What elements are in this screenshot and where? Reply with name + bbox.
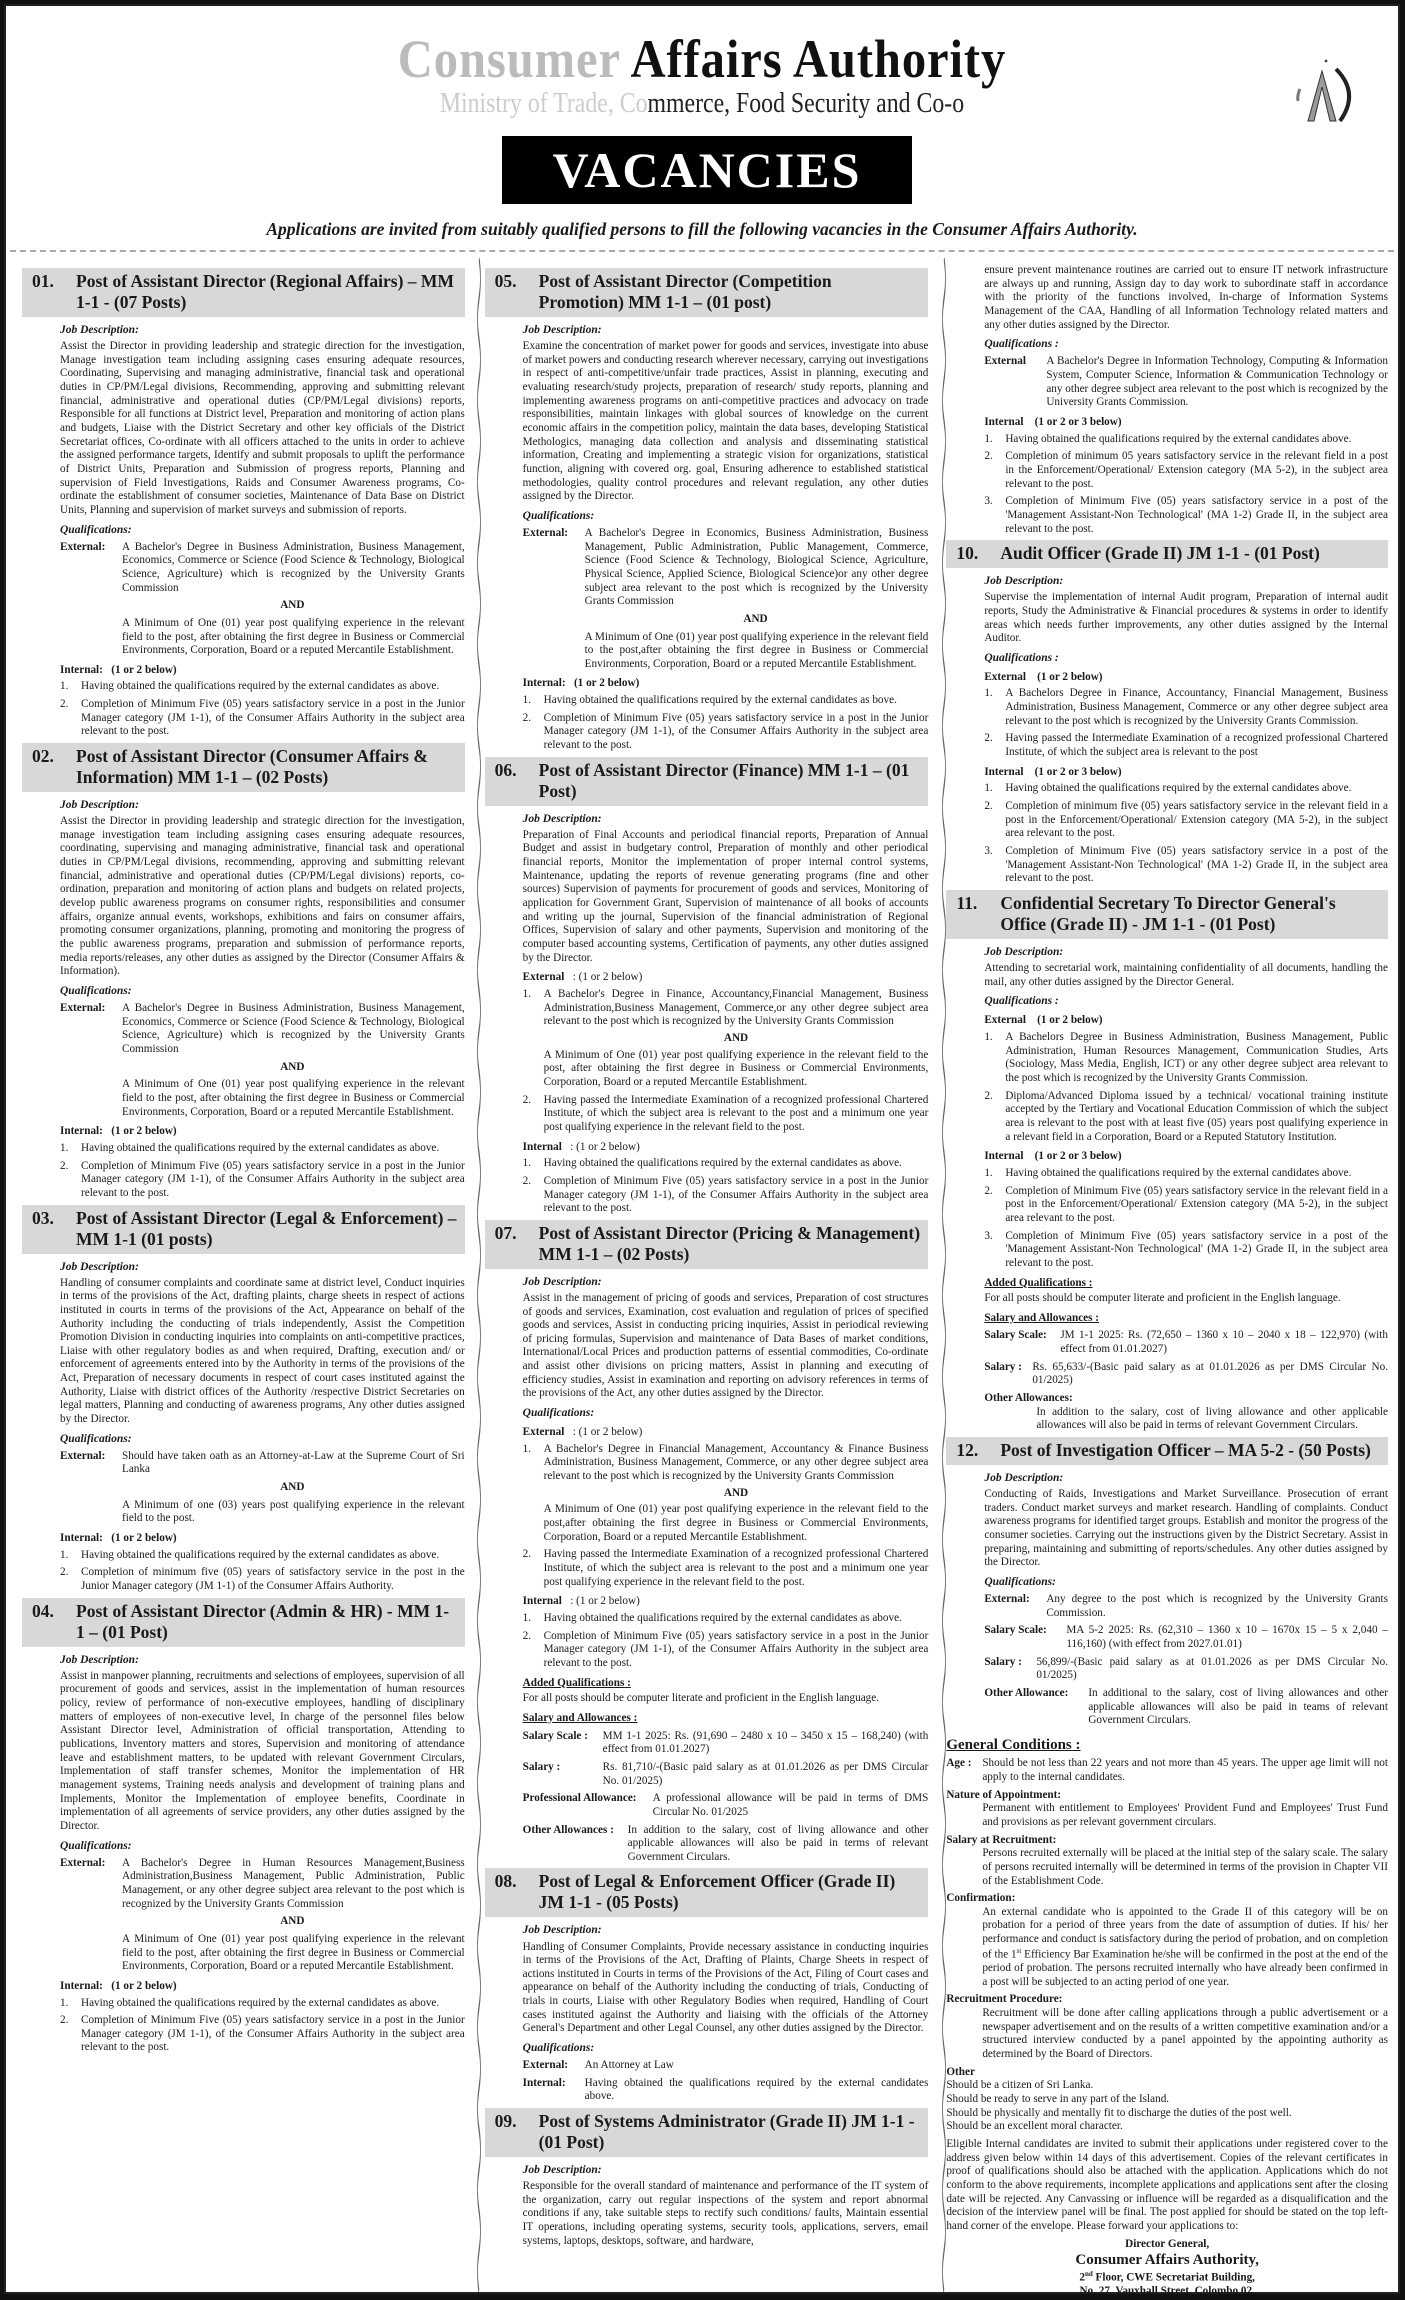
job-description-continued: ensure prevent maintenance routines are carried out to ensure IT network infrastructure are always up and running, Assign day to day work to subordinate staff in accordance with the priority of the functions involved, In-charge of Information Systems Management of the CAA, Handling of all Information Technology related matters and any other duties assigned by the Director. xyxy=(984,264,1388,331)
salary-scale-label: Salary Scale : xyxy=(522,1729,588,1742)
internal-list xyxy=(984,1167,1388,1271)
post-04 xyxy=(22,1598,465,2055)
salary-value: Rs. 65,633/-(Basic paid salary as at 01.01.2026 as per DMS Circular No. 01/2025) xyxy=(1032,1360,1388,1387)
other-allowances-value: In addition to the salary, cost of living allowance and other applicable allowances will also be paid in terms of relevant Government Circulars. xyxy=(627,1823,929,1863)
post-heading xyxy=(485,268,929,317)
post-number: 10. xyxy=(956,543,979,564)
list-item: 1. Having obtained the qualifications required by the external candidates above. xyxy=(984,782,1352,795)
other-condition: Should be a citizen of Sri Lanka. xyxy=(946,2079,1094,2092)
confirmation-label: Confirmation: xyxy=(946,1892,1016,1905)
salary-label: Salary : xyxy=(984,1360,1022,1373)
post-number: 04. xyxy=(32,1600,54,1621)
external-label: External xyxy=(984,1014,1026,1027)
post-number: 12. xyxy=(956,1440,979,1461)
post-number: 05. xyxy=(494,271,517,291)
added-qualifications: For all posts should be computer literate and proficient in the English language. xyxy=(984,1292,1341,1305)
internal-label: Internal: xyxy=(60,1979,103,1992)
post-heading xyxy=(22,1205,465,1254)
job-description: Assist in the management of pricing of goods and services, Preparation of cost structures of goods and services, Examination, cost evaluation and regulation of prices of specified goods and services, Assist in conducting pricing inquiries, Assist in periodical reviewing of pricing formulas, Supervision and maintenance of Data Bases of market conditions, International/Local Prices and production patterns of essential commodities, Co-ordinate and assist other divisions on pricing matters, Assist in planning and executing of efficiency studies, Assist in examination and reporting on advisory references in terms of the provisions of the Act, any other duties assigned by the Director. xyxy=(522,1291,929,1400)
post-number: 06. xyxy=(494,759,517,780)
job-description: Preparation of Final Accounts and periodical financial reports, Preparation of Annual Budget and assist in budgetary control, Preparation of monthly and other periodical financial reports, Monitor the implementation of proper internal control systems, Maintenance, updating the reports of revenue generating programs (fine and other sources) Supervision of payments for procurement of goods and services, Monitoring of application for Government Grant, Supervision of maintenance of all books of accounts and writing up the journal, Supervision of the financial administration of Regional Offices, Supervision of salary and other payments, Supervision and monitoring of the computer based accounting systems, Certification of payments, any other duties assigned by the Director. xyxy=(522,828,929,964)
post-title: Post of Systems Administrator (Grade II) JM 1-1 - (01 Post) xyxy=(538,2111,915,2153)
list-item: 2. Completion of Minimum Five (05) years satisfactory service in a post in the Junior Manager category (JM 1-1), of the Consumer Affairs Authority in the subject area relevant to the post. xyxy=(60,698,465,738)
other-allowances-value: In addition to the salary, cost of living allowance and other applicable allowances will also be paid in terms of relevant Government Circulars. xyxy=(1036,1405,1388,1432)
post-title: Confidential Secretary To Director General's Office (Grade II) - JM 1-1 - (01 Post) xyxy=(1000,893,1336,935)
post-title: Post of Legal & Enforcement Officer (Grade II) JM 1-1 - (05 Posts) xyxy=(538,1871,896,1913)
column-middle xyxy=(475,258,939,2292)
salary-allowances-label: Salary and Allowances xyxy=(984,1311,1093,1324)
job-description-label: Job Description: xyxy=(60,799,139,812)
post-12 xyxy=(946,1437,1388,1728)
external-list xyxy=(984,687,1388,759)
external-qualification: A Bachelor's Degree in Information Technology, Computing & Information System, Computer Science, Information & Communication Technology or any other degree subject area relevant to the post which is recognized by the University Grants Commission. xyxy=(1046,355,1388,409)
post-heading xyxy=(22,743,465,792)
external-criteria: (1 or 2 below) xyxy=(1037,670,1103,683)
internal-label: Internal: xyxy=(522,677,566,690)
list-item: 1. A Bachelors Degree in Business Administration, Business Management, Public Administration, Human Resources Management, Communication Studies, Arts (Sociology, Mass Media, English, ICT) or any other degree subject area relevant to the post which is recognized by the University Grants Commission. xyxy=(984,1031,1388,1084)
other-allowances-label: Other Allowances: xyxy=(984,1392,1073,1405)
list-item: 3. Completion of Minimum Five (05) years satisfactory service in a post of the 'Management Assistant-Non Technological' (MA 1-2) Grade II, in the subject area relevant to the post. xyxy=(984,1229,1388,1269)
confirmation-value: An external candidate who is appointed to the Grade II of this category will be on probation for a period of three years from the date of assumption of duties. If his/ her performance and conduct is satisfactory during the period of probation, and on completion of the 1st Efficiency Bar Examination he/she will be confirmed in the post at the end of the period of probation. The persons recruited internally who have already been confirmed in a post will be subjected to an acting period of one year. xyxy=(982,1905,1388,1988)
recruitment-procedure-value: Recruitment will be done after calling applications through a public advertisement or a newspaper advertisement and on the results of a written competitive examination and/or a structured interview conducted by a panel appointed by the appointing authority as determined by the Board of Directors. xyxy=(982,2007,1388,2061)
internal-criteria: (1 or 2 or 3 below) xyxy=(1034,1150,1122,1163)
external-criteria: : (1 or 2 below) xyxy=(572,1426,643,1439)
list-item: 2. Completion of Minimum Five (05) years satisfactory service in a post in the Junior Manager category (JM 1-1), of the Consumer Affairs Authority in the subject area relevant to the post. xyxy=(522,1629,929,1669)
salary-label: Salary : xyxy=(522,1760,561,1773)
list-item: 1. Having obtained the qualifications required by the external candidates as bove. xyxy=(522,694,897,707)
columns xyxy=(6,258,1398,2297)
internal-label: Internal xyxy=(984,415,1024,428)
post-title: Post of Assistant Director (Regional Affairs) – MM 1-1 - (07 Posts) xyxy=(76,271,454,312)
external-label: External xyxy=(984,670,1026,683)
recruitment-procedure-label: Recruitment Procedure: xyxy=(946,1993,1063,2006)
internal-label: Internal: xyxy=(60,1532,103,1545)
post-07: 07. Post of Assistant Director (Pricing & Management) MM 1-1 – (02 Posts) Job Description: Assist in the management of pricing of goods and services, Preparation of cost structures of goods and services, Examination, cost evaluation and regulation of prices of specified goods and services, Assist in conducting pricing inquiries, Assist in periodical reviewing of pricing formulas, Supervision and maintenance of Data Bases of market conditions, International/Local Prices and production patterns of essential commodities, Co-ordinate and assist other divisions on pricing matters, Assist in planning and executing of efficiency studies, Assist in examination and reporting on advisory references in terms of the provisions of the Act, any other duties assigned by the Director. Qualifications: External : (1 or 2 below) 1. A Bachelor's Degree in Financial Management, Accountancy & Finance Business Administration, Business Management, Commerce, or any other degree subject area relevant to the post which is recognized by the University Grants Commission AND A Minimum of One (01) year post qualifying experience in the relevant field to the post,after obtaining the first degree in Business or Commercial Environments, Corporation, Board or a reputed Mercantile Establishment. 2. Having passed the Intermediate Examination of a recognized professional Chartered Institute, of which the subject area is relevant to the post and a minimum one year post qualifying experience in the relevant field to the post. Internal : (1 or 2 below) 1. Having obtained the qualifications required by the external candidates as above. 2. Completion of Minimum Five (05) years satisfactory service in a post in the Junior Manager category (JM 1-1), of the Consumer Affairs Authority in the subject area relevant to the post. Added Qualifications : For all posts should be computer literate and proficient in the English language. Salary and Allowances : Salary Scale : MM 1-1 2025: Rs. (91,690 – 2480 x 10 – 3450 x 15 – 168,240) (with effect from 01.01.2027) Salary : Rs. 81,710/-(Basic paid salary as at 01.01.2026 as per DMS Circular No. 01/2025) Professional Allowance: A professional allowance will be paid in terms of DMS Circular No. 01/2025 Other Allowances : In addition to the salary, cost of living allowance and other applicable allowances will also be paid in terms of relevant Government Circulars. xyxy=(485,1220,929,1865)
internal-criteria: (1 or 2 below) xyxy=(111,1532,177,1545)
job-description: Responsible for the overall standard of maintenance and performance of the IT system of the organization, carry out regular inspections of the system and report abnormal conditions if any, take suitable steps to rectify such conditions/ faults, Maintain essential IT operations, including operating systems, security tools, applications, servers, email systems, laptops, desktops, software, and hardware, xyxy=(522,2180,929,2247)
and-label: AND xyxy=(723,1486,749,1499)
post-number: 01. xyxy=(32,271,54,291)
list-item: 2. Completion of minimum five (05) years of satisfactory service in the post in the Junior Manager category (JM 1-1) of the Consumer Affairs Authority. xyxy=(60,1566,465,1593)
list-item: 1. A Bachelor's Degree in Finance, Accountancy,Financial Management, Business Administration,Business Management, Commerce,or any other degree subject area relevant to the post which is recognized by the University Grants Commission AND A Minimum of One (01) year post qualifying experience in the relevant field to the post, after obtaining the first degree in Business or Commercial Environments, Corporation, Board or a reputed Mercantile Establishment. xyxy=(522,987,929,1088)
qualifications-label: Qualifications : xyxy=(984,338,1059,351)
added-qualifications: For all posts should be computer literate and proficient in the English language. xyxy=(522,1692,880,1705)
post-title: Post of Assistant Director (Pricing & Management) MM 1-1 – (02 Posts) xyxy=(538,1222,921,1264)
job-description: Assist the Director in providing leadership and strategic direction for the investigation, Manage investigation team including assigning cases ensuring adequate resources, Coordinating, Supervising and managing administrative, financial task and operational duties in CP/PM/Legal divisions, Recommending, approving and submitting relevant financial, administrative and operational duties (CP/PM/Legal divisions) reports, Responsible for all functions at District level, Preparation and monitoring of action plans and budgets, Liaise with the District Secretary and other key officials of the District Secretariat offices, Co-ordinate with all officers attached to the units in order to achieve the assigned performance targets, Identify and submit proposals to uplift the performance of District Units, Preparation and Submission of progress reports, Planning and supervision of Field Investigations, Raids and Consumer Awareness programs, Co-ordinate the establishment of consumer societies, Maintenance of Data Base on District Units, Planning and supervision of market surveys and submission of reports. xyxy=(60,340,465,516)
external-label: External: xyxy=(60,1002,106,1014)
and-label: AND xyxy=(280,1060,305,1073)
list-item: 2. Completion of minimum five (05) years satisfactory service in the relevant field in a post in the Enforcement/Operational/ Extension category (MA 5-2), in the subject area relevant to the post. xyxy=(984,800,1388,840)
other-allowance-value: In additional to the salary, cost of living allowances and other applicable allowances will also be paid in teams of relevant Government Circulars. xyxy=(1088,1686,1388,1727)
address-floor: 2nd Floor, CWE Secretariat Building, xyxy=(1079,2269,1255,2284)
external-label: External: xyxy=(60,1449,106,1462)
list-item: 2. Diploma/Advanced Diploma issued by a technical/ vocational training institute accepted by the Tertiary and Vocational Education Commission of which the subject area is relevant to the post with at least five (05) years post qualifying experience in a relevant field in a Corporation, Board or a Reputed Statutory Institution. xyxy=(984,1089,1388,1143)
post-title: Post of Assistant Director (Consumer Affairs & Information) MM 1-1 – (02 Posts) xyxy=(76,746,428,788)
general-conditions-heading: General Conditions xyxy=(946,1736,1072,1753)
external-qualification: A Bachelor's Degree in Human Resources Management,Business Administration,Business Management, Public Administration, Public Management, or any other degree subject area relevant to the post which is recognized by the University Grants Commission xyxy=(122,1856,465,1910)
salary-at-recruitment-label: Salary at Recruitment: xyxy=(946,1833,1057,1846)
post-number: 03. xyxy=(32,1207,54,1228)
list-item: 2. Completion of minimum 05 years satisfactory service in the relevant field in a post in the Enforcement/Operational/ Extension category (MA 5-2), in the subject area relevant to the post. xyxy=(984,450,1388,490)
professional-allowance-value: A professional allowance will be paid in terms of DMS Circular No. 01/2025 xyxy=(652,1792,929,1818)
list-item: 1. Having obtained the qualifications required by the external candidates as above. xyxy=(60,680,440,693)
and-label: AND xyxy=(280,1915,305,1928)
list-item: 3. Completion of Minimum Five (05) years satisfactory service in a post of the 'Management Assistant-Non Technological' (MA 1-2) Grade II, in the subject area relevant to the post. xyxy=(984,495,1388,535)
job-description: Handling of consumer complaints and coordinate same at district level, Conduct inquiries in terms of the provisions of the Act, drafting plaints, charge sheets in respect of actions instituted in courts in terms of the provisions of the Act, Appearance on behalf of the Authority including the conducting of trials independently, Assist the Competition Promotion Division in conducting inquiries into complaints on anti-competitive practices, Liaise with other regulatory bodies as and when required, Drafting, execution and/ or enforcement of agreements entered into by the Authority in terms of the provisions of the Act, Preparation of necessary documents in respect of court cases instituted against the Authority, Liaise with district offices of the Authority /respective District Secretaries on legal matters, Planning and conducting of awareness programs, Any other duties assigned by the Director. xyxy=(60,1276,465,1426)
post-03 xyxy=(22,1205,465,1594)
post-number: 02. xyxy=(32,746,54,767)
list-item: 1. Having obtained the qualifications required by the external candidates as above. xyxy=(60,1996,440,2009)
post-heading xyxy=(946,540,1388,568)
list-item: 2. Having passed the Intermediate Examination of a recognized professional Chartered Institute, of which the subject area is relevant to the post and a minimum one year post qualifying experience in the relevant field to the post. xyxy=(522,1093,929,1133)
external-label: External: xyxy=(60,1856,106,1869)
post-number: 09. xyxy=(494,2111,517,2132)
other-allowance-label: Other Allowance: xyxy=(984,1686,1069,1699)
job-description: Supervise the implementation of internal Audit program, Preparation of internal audit reports, Study the Administrative & Financial procedures & systems in order to identify areas which needs further improvements, any other duties assigned by the Internal Auditor. xyxy=(984,591,1388,645)
vacancies-banner: VACANCIES xyxy=(502,136,912,204)
job-description: Assist the Director in providing leadership and strategic direction for the investigation, manage investigation team including assigning cases ensuring adequate resources, coordinating, supervising and managing administrative, financial task and operational duties in CP/PM/Legal divisions, recommending, approving and submitting relevant financial, administrative and operational duties (CP/PM/Legal divisions) reports, co-ordination, preparation and monitoring of action plans and budgets on related projects, develop public awareness programs on consumer rights, responsibilities and consumer affairs, organize annual events, workshops, exhibitions and fairs on consumer affairs, promoting consumer organizations, planning, promoting and monitoring the progress of the public awareness programs, preparation and submission of performance reports, media reports/releases, any other duties as assigned by the Director (Consumer Affairs & Information). xyxy=(60,815,465,978)
internal-criteria: (1 or 2 or 3 below) xyxy=(1034,765,1122,778)
internal-label: Internal xyxy=(984,1150,1024,1163)
internal-criteria: : (1 or 2 below) xyxy=(570,1595,640,1608)
and-label: AND xyxy=(743,612,768,625)
list-item: 3. Completion of Minimum Five (05) years satisfactory service in a post of the 'Management Assistant-Non Technological' (MA 1-2) Grade II, in the subject area relevant to the post. xyxy=(984,845,1388,885)
external-criteria: : (1 or 2 below) xyxy=(572,971,643,984)
other-condition: Should be ready to serve in any part of the Island. xyxy=(946,2093,1170,2106)
external-qualification: Any degree to the post which is recognized by the University Grants Commission. xyxy=(1046,1593,1388,1619)
list-item: 1. Having obtained the qualifications required by the external candidates as above. xyxy=(522,1611,902,1624)
internal-list xyxy=(60,1997,465,2056)
org-title-faded: Consumer xyxy=(397,29,631,89)
invitation-text: Applications are invited from suitably qualified persons to fill the following vacancies in the Consumer Affairs Authority. xyxy=(266,219,1138,239)
post-title: Post of Assistant Director (Finance) MM 1-1 – (01 Post) xyxy=(538,759,910,801)
internal-list xyxy=(523,694,929,753)
vacancy-advertisement xyxy=(4,4,1400,2297)
internal-criteria: (1 or 2 below) xyxy=(111,663,177,676)
and-label: AND xyxy=(723,1031,749,1044)
post-heading xyxy=(946,890,1388,939)
advert-header xyxy=(6,6,1398,254)
job-description-label: Job Description: xyxy=(984,1472,1064,1485)
list-item: 1. Having obtained the qualifications required by the external candidates as above. xyxy=(60,1141,440,1154)
external-qualification: A Bachelor's Degree in Economics, Business Administration, Business Management, Public Administration, Public Management, Commerce, Science (Food Science & Technology, Biological Science, Agriculture, Physical Science, Applied Science, Biological Science)or any other degree subject area relevant to the post which is recognized by the University Grants Commission xyxy=(584,526,929,608)
external-label: External: xyxy=(522,526,569,539)
post-title: Audit Officer (Grade II) JM 1-1 - (01 Post) xyxy=(1000,543,1320,564)
divider xyxy=(10,250,1394,252)
ministry-visible: mmerce, Food Security and Co-o xyxy=(647,88,965,119)
external-experience: A Minimum of One (01) year post qualifying experience in the relevant field to the post, after obtaining the first degree in Business or Commercial Environments, Corporation, Board or a reputed Mercantile Establishment. xyxy=(122,616,465,657)
org-title-visible: Affairs Authority xyxy=(630,29,1007,89)
external-criteria: (1 or 2 below) xyxy=(1037,1014,1103,1027)
internal-list xyxy=(984,433,1388,537)
other-label: Other xyxy=(946,2065,975,2078)
qualifications-label: Qualifications: xyxy=(60,1432,132,1445)
list-item: 2. Completion of Minimum Five (05) years satisfactory service in a post in the Junior Manager category (JM 1-1), of the Consumer Affairs Authority in the subject area relevant to the post. xyxy=(522,711,929,752)
internal-label: Internal xyxy=(522,1595,562,1608)
post-heading xyxy=(946,1437,1388,1465)
job-description-label: Job Description: xyxy=(522,1275,602,1288)
post-09-continued xyxy=(984,264,1388,536)
salary-value: 56,899/-(Basic paid salary as at 01.01.2026 as per DMS Circular No. 01/2025) xyxy=(1036,1655,1388,1682)
closing-instructions: Eligible Internal candidates are invited to submit their applications under registered cover to the address given below within 14 days of this advertisement. Copies of the relevant certificates in proof of qualifications should also be attached with the application. Applications which do not conform to the above requirements, incomplete applications and applications sent after the closing date will be rejected. Any Canvassing or influence will be regarded as a disqualification and the decision of the interview panel will be final. The post applied for should be stated on the top left-hand corner of the envelope. Please forward your applications to: xyxy=(946,2138,1388,2232)
job-description-label: Job Description: xyxy=(522,1924,602,1937)
qualifications-label: Qualifications: xyxy=(522,509,595,522)
job-description-label: Job Description: xyxy=(984,946,1064,959)
internal-label: Internal xyxy=(984,765,1024,778)
external-label: External xyxy=(522,1426,565,1439)
job-description: Attending to secretarial work, maintaining confidentiality of all documents, handling the mail, any other duties assigned by the Director General. xyxy=(984,962,1388,988)
job-description-label: Job Description: xyxy=(60,1260,139,1273)
ministry-line xyxy=(110,88,1293,120)
salary-scale-label: Salary Scale: xyxy=(984,1624,1047,1637)
internal-label: Internal: xyxy=(60,1125,103,1138)
internal-list xyxy=(60,1549,465,1594)
list-item: 2. Completion of Minimum Five (05) years satisfactory service in a post in the Junior Manager category (JM 1-1), of the Consumer Affairs Authority in the subject area relevant to the post. xyxy=(60,2014,465,2054)
job-description-label: Job Description: xyxy=(522,324,602,336)
qualifications-label: Qualifications : xyxy=(984,995,1059,1008)
internal-list xyxy=(60,1142,465,1201)
other-condition: Should be physically and mentally fit to discharge the duties of the post well. xyxy=(946,2106,1292,2119)
list-item: 1. A Bachelor's Degree in Financial Management, Accountancy & Finance Business Administration, Business Management, Commerce, or any other degree subject area relevant to the post which is recognized by the University Grants Commission AND A Minimum of One (01) year post qualifying experience in the relevant field to the post,after obtaining the first degree in Business or Commercial Environments, Corporation, Board or a reputed Mercantile Establishment. xyxy=(522,1442,929,1543)
nature-of-appointment-label: Nature of Appointment: xyxy=(946,1788,1062,1801)
list-item: 2. Completion of Minimum Five (05) years satisfactory service in the relevant field in a post in the Enforcement/Operational/ Extension category (MA 5-2), in the subject area relevant to the post. xyxy=(984,1184,1388,1224)
internal-list xyxy=(984,782,1388,886)
job-description-label: Job Description: xyxy=(984,575,1064,588)
ministry-faded: Ministry of Trade, Co xyxy=(439,88,648,119)
post-heading xyxy=(22,268,465,317)
salary-at-recruitment-value: Persons recruited externally will be placed at the initial step of the salary scale. The salary of persons recruited internally will be determined in terms of the provision in Chapter VII of the Establishment Code. xyxy=(982,1847,1388,1887)
post-09 xyxy=(485,2108,929,2248)
qualifications-label: Qualifications: xyxy=(60,984,132,997)
list-item: 1. Having obtained the qualifications required by the external candidates as above. xyxy=(60,1548,440,1561)
qualifications-label: Qualifications: xyxy=(60,1839,132,1852)
and-label: AND xyxy=(280,1481,305,1494)
internal-list xyxy=(523,1157,929,1216)
address-recipient: Director General, xyxy=(1125,2237,1210,2250)
post-number: 08. xyxy=(494,1871,517,1892)
external-label: External: xyxy=(60,540,106,553)
other-allowances-label: Other Allowances : xyxy=(522,1823,614,1836)
job-description-label: Job Description: xyxy=(522,2164,602,2177)
post-title: Post of Assistant Director (Competition Promotion) MM 1-1 – (01 post) xyxy=(538,271,832,312)
internal-label: Internal: xyxy=(522,2076,566,2089)
external-qualification: An Attorney at Law xyxy=(584,2059,674,2072)
added-qualifications-label: Added Qualifications xyxy=(522,1676,625,1689)
post-08 xyxy=(485,1868,929,2104)
nature-of-appointment-value: Permanent with entitlement to Employees' Provident Fund and Employees' Trust Fund and provisions as per relevant government circulars. xyxy=(982,1802,1388,1828)
post-heading xyxy=(485,1220,929,1269)
external-list xyxy=(984,1031,1388,1144)
salary-scale-value: JM 1-1 2025: Rs. (72,650 – 1360 x 10 – 2040 x 18 – 122,970) (with effect from 01.01.2027) xyxy=(1060,1329,1388,1356)
internal-list xyxy=(60,680,465,739)
age-label: Age : xyxy=(946,1757,972,1770)
external-qualification: A Bachelor's Degree in Business Administration, Business Management, Economics, Commerce or Science (Food Science & Technology, Biological Science, Agriculture) which is recognized by the University Grants Commission xyxy=(122,540,465,594)
internal-label: Internal xyxy=(522,1140,562,1153)
post-heading xyxy=(485,2108,929,2157)
caa-logo-icon xyxy=(1278,51,1358,131)
salary-scale-value: MA 5-2 2025: Rs. (62,310 – 1360 x 10 – 1670x 15 – 5 x 2,040 – 116,160) (with effect from 2027.01.01) xyxy=(1066,1624,1388,1651)
post-05 xyxy=(485,268,929,753)
external-qualification: A Bachelor's Degree in Business Administration, Business Management, Economics, Commerce or Science (Food Science & Technology, Biological Science, Agriculture) which is recognized by the University Grants Commission xyxy=(122,1002,465,1055)
post-01 xyxy=(22,268,465,739)
salary-allowances-label: Salary and Allowances xyxy=(522,1711,631,1724)
external-experience: A Minimum of One (01) year post qualifying experience in the relevant field to the post, after obtaining the first degree in Business or Commercial Environments, Corporation, Board or a reputed Mercantile Establishment. xyxy=(122,1932,465,1973)
qualifications-label: Qualifications: xyxy=(522,1407,595,1420)
external-experience: A Minimum of one (03) years post qualifying experience in the relevant field to the post. xyxy=(122,1498,465,1525)
external-qualification: Should have taken oath as an Attorney-at-Law at the Supreme Court of Sri Lanka xyxy=(122,1449,465,1476)
salary-label: Salary : xyxy=(984,1655,1022,1668)
post-title: Post of Investigation Officer – MA 5-2 - (50 Posts) xyxy=(1000,1440,1371,1461)
post-heading xyxy=(485,1868,929,1917)
internal-criteria: (1 or 2 below) xyxy=(111,1979,177,1992)
job-description: Handling of Consumer Complaints, Provide necessary assistance in conducting inquiries in terms of the Provisions of the Act, Drafting of Plaints, Charge Sheets in respect of actions instituted in Courts in terms of the Provisions of the Act, Filing of Court cases and appearance on behalf of the Authority including the conducting of trials, Conducting of trials in courts, Liaise with other Regulatory Bodies when required, Handling of Court cases instituted against the Authority and liaising with the officials of the Attorney General's Department and other Legal Counsel, any other duties assigned by the Director. xyxy=(522,1940,929,2035)
post-06 xyxy=(485,757,929,1216)
post-title: Post of Assistant Director (Legal & Enforcement) – MM 1-1 (01 posts) xyxy=(76,1207,457,1249)
qualifications-label: Qualifications: xyxy=(60,523,132,536)
post-heading xyxy=(22,1598,465,1647)
list-item: 2. Completion of Minimum Five (05) years satisfactory service in a post in the Junior Manager category (JM 1-1), of the Consumer Affairs Authority in the subject area relevant to the post. xyxy=(522,1174,929,1215)
address-street: No. 27, Vauxhall Street, Colombo 02. xyxy=(1079,2284,1255,2297)
salary-value: Rs. 81,710/-(Basic paid salary as at 01.01.2026 as per DMS Circular No. 01/2025) xyxy=(602,1760,929,1787)
external-list xyxy=(523,988,929,1135)
address-organization: Consumer Affairs Authority, xyxy=(1075,2252,1259,2269)
age-value: Should be not less than 22 years and not more than 45 years. The upper age limit will not apply to the internal candidates. xyxy=(982,1757,1388,1783)
list-item: 1. Having obtained the qualifications required by the external candidates above. xyxy=(984,432,1352,445)
post-number: 11. xyxy=(956,893,978,914)
external-list xyxy=(523,1443,929,1590)
qualifications-label: Qualifications: xyxy=(984,1576,1056,1589)
column-left xyxy=(6,258,475,2292)
qualifications-label: Qualifications : xyxy=(984,651,1059,664)
internal-list xyxy=(523,1612,929,1671)
postal-address xyxy=(946,2238,1388,2299)
external-experience: A Minimum of One (01) year post qualifying experience in the relevant field to the post, after obtaining the first degree in Business or Commercial Environments, Corporation, Board or a reputed Mercantile Establishment. xyxy=(122,1078,465,1118)
added-qualifications-label: Added Qualifications xyxy=(984,1276,1086,1289)
and-label: AND xyxy=(280,599,305,612)
organization-title xyxy=(76,28,1329,90)
external-label: External: xyxy=(984,1593,1030,1606)
general-conditions: General Conditions : Age : Should be not less than 22 years and not more than 45 years. The upper age limit will not apply to the internal candidates. Nature of Appointment: Permanent with entitlement to Employees' Provident Fund and Employees' Trust Fund and provisions as per relevant government circulars. Salary at Recruitment: Persons recruited externally will be placed at the initial step of the salary scale. The salary of persons recruited internally will be determined in terms of the provision in Chapter VII of the Establishment Code. Confirmation: An external candidate who is appointed to the Grade II of this category will be on probation for a period of three years from the date of assumption of duties. If his/ her performance and conduct is satisfactory during the period of probation, and on completion of the 1st Efficiency Bar Examination he/she will be confirmed in the post at the end of the period of probation. The persons recruited internally who have already been confirmed in a post will be subjected to an acting period of one year. Recruitment Procedure: Recruitment will be done after calling applications through a public advertisement or a newspaper advertisement and on the results of a written competitive examination and/or a structured interview conducted by a panel appointed by the appointing authority as determined by the Board of Directors. Other Should be a citizen of Sri Lanka. Should be ready to serve in any part of the Island. Should be physically and mentally fit to discharge the duties of the post well. Should be an excellent moral character. Eligible Internal candidates are invited to submit their applications under registered cover to the address given below within 14 days of this advertisement. Copies of the relevant certificates in proof of qualifications should also be attached with the application. Applications which do not conform to the above requirements, incomplete applications and applications sent after the closing date will be rejected. Any Canvassing or influence will be regarded as a disqualification and the decision of the interview panel will be final. The post applied for should be stated on the top left-hand corner of the envelope. Please forward your applications to: Director General, Consumer Affairs Authority, 2nd Floor, CWE Secretariat Building, No. 27, Vauxhall Street, Colombo 02. xyxy=(946,1736,1388,2297)
professional-allowance-label: Professional Allowance: xyxy=(522,1792,637,1805)
external-experience: A Minimum of One (01) year post qualifying experience in the relevant field to the post,after obtaining the first degree in Business or Commercial Environments, Corporation, Board or a reputed Mercantile Establishment. xyxy=(584,630,929,670)
other-condition: Should be an excellent moral character. xyxy=(946,2120,1123,2133)
qualifications-label: Qualifications: xyxy=(522,2042,595,2055)
post-heading xyxy=(485,757,929,806)
internal-criteria: (1 or 2 below) xyxy=(111,1125,177,1138)
external-label: External: xyxy=(522,2059,569,2072)
job-description-label: Job Description: xyxy=(60,1653,139,1666)
salary-scale-label: Salary Scale: xyxy=(984,1329,1047,1342)
salary-scale-value: MM 1-1 2025: Rs. (91,690 – 2480 x 10 – 3450 x 15 – 168,240) (with effect from 01.01.2027) xyxy=(602,1729,929,1756)
list-item: 2. Having passed the Intermediate Examination of a recognized professional Chartered Institute, of which the subject area is relevant to the post and a minimum one year post qualifying experience in the relevant field to the post. xyxy=(522,1548,929,1588)
post-11: 11. Confidential Secretary To Director General's Office (Grade II) - JM 1-1 - (01 Post) Job Description: Attending to secretarial work, maintaining confidentiality of all documents, handling the mail, any other duties assigned by the Director General. Qualifications : External (1 or 2 below) 1. A Bachelors Degree in Business Administration, Business Management, Public Administration, Human Resources Management, Communication Studies, Arts (Sociology, Mass Media, English, ICT) or any other degree subject area relevant to the post which is recognized by the University Grants Commission. 2. Diploma/Advanced Diploma issued by a technical/ vocational training institute accepted by the Tertiary and Vocational Education Commission of which the subject area is relevant to the post with at least five (05) years post qualifying experience in a relevant field in a Corporation, Board or a Reputed Statutory Institution. Internal (1 or 2 or 3 below) 1. Having obtained the qualifications required by the external candidates above. 2. Completion of Minimum Five (05) years satisfactory service in the relevant field in a post in the Enforcement/Operational/ Extension category (MA 5-2), in the subject area relevant to the post. 3. Completion of Minimum Five (05) years satisfactory service in a post of the 'Management Assistant-Non Technological' (MA 1-2) Grade II, in the subject area relevant to the post. Added Qualifications : For all posts should be computer literate and proficient in the English language. Salary and Allowances : Salary Scale: JM 1-1 2025: Rs. (72,650 – 1360 x 10 – 2040 x 18 – 122,970) (with effect from 01.01.2027) Salary : Rs. 65,633/-(Basic paid salary as at 01.01.2026 as per DMS Circular No. 01/2025) Other Allowances: In addition to the salary, cost of living allowance and other applicable allowances will also be paid in terms of relevant Government Circulars. xyxy=(946,890,1388,1433)
external-label: External xyxy=(984,355,1026,368)
job-description-label: Job Description: xyxy=(60,324,139,336)
internal-criteria: : (1 or 2 below) xyxy=(570,1140,640,1153)
list-item: 2. Completion of Minimum Five (05) years satisfactory service in a post in the Junior Manager category (JM 1-1), of the Consumer Affairs Authority in the subject area relevant to the post. xyxy=(60,1159,465,1199)
list-item: 1. A Bachelors Degree in Finance, Accountancy, Financial Management, Business Administration, Business Management, Commerce or any other degree subject area relevant to the post which is recognized by the University Grants Commission. xyxy=(984,687,1388,727)
internal-criteria: (1 or 2 below) xyxy=(573,677,640,690)
internal-criteria: (1 or 2 or 3 below) xyxy=(1034,415,1122,428)
post-02 xyxy=(22,743,465,1200)
job-description: Examine the concentration of market power for goods and services, investigate into abuse of market powers and conducting research wherever necessary, carrying out investigations in respect of anti-competitive/unfair trade practices, Assist in planning, executing and evaluating research/study projects, preparation of research/ study reports, planning and implementing awareness programs on anti-competitive practices and advocacy on trade responsibilities, maintain linkages with global sources of knowledge on the current economic affairs in the competition policy, maintain the data bases, developing Statistical Methologics, managing data collection and analysis and disseminating statistical information, Creating and implementing a strategic vision for organizations, statistical function, aligning with covered org. goal, Ensuring adherence to established statistical methodologies, quality control procedures and relevant regulation, any other duties assigned by the Director. xyxy=(522,340,929,503)
list-item: 1. Having obtained the qualifications required by the external candidates above. xyxy=(984,1166,1352,1179)
post-10 xyxy=(946,540,1388,886)
job-description: Conducting of Raids, Investigations and Market Surveillance. Prosecution of errant traders. Conduct market surveys and market research. Handling of complaints. Conduct awareness programs for identified target groups. Establish and monitor the progress of the consumer societies. Carrying out the instructions given by the District Secretary. Assist in preparing, maintaining and submitting of reports/schedules. Any other duties assigned by the Director. xyxy=(984,1488,1388,1569)
post-number: 07. xyxy=(494,1222,517,1243)
list-item: 2. Having passed the Intermediate Examination of a recognized professional Chartered Institute, of which the subject area is relevant to the post xyxy=(984,732,1388,759)
list-item: 1. Having obtained the qualifications required by the external candidates as above. xyxy=(522,1157,902,1170)
post-title: Post of Assistant Director (Admin & HR) - MM 1-1 – (01 Post) xyxy=(76,1600,450,1642)
job-description: Assist in manpower planning, recruitments and selections of employees, supervision of all procurement of goods and services, assist in the implementation of human resources policy, review of performance of non-executive employees, handling of disciplinary matters of employees of non-executive level, In charge of the personnel files below Assistant Director level, Administration of official transportation, Attending to publications, Inventory matters and stores, Supervision and monitoring of attendance leave and establishment matters, to be updated with relevant Government Circulars, Implementation of staff transfer schemes, Monitor the implementation of HR management systems, Training needs analysis and development of training plans and Implements, Monitor the Implementation of employee benefits, Coordinate in implementation of all agreements of service providers, any other duties assigned by the Director. xyxy=(60,1669,465,1832)
column-right xyxy=(938,258,1398,2297)
external-label: External xyxy=(522,971,565,984)
internal-label: Internal: xyxy=(60,663,103,676)
internal-qualification: Having obtained the qualifications required by the external candidates above. xyxy=(584,2076,929,2103)
job-description-label: Job Description: xyxy=(522,812,602,825)
